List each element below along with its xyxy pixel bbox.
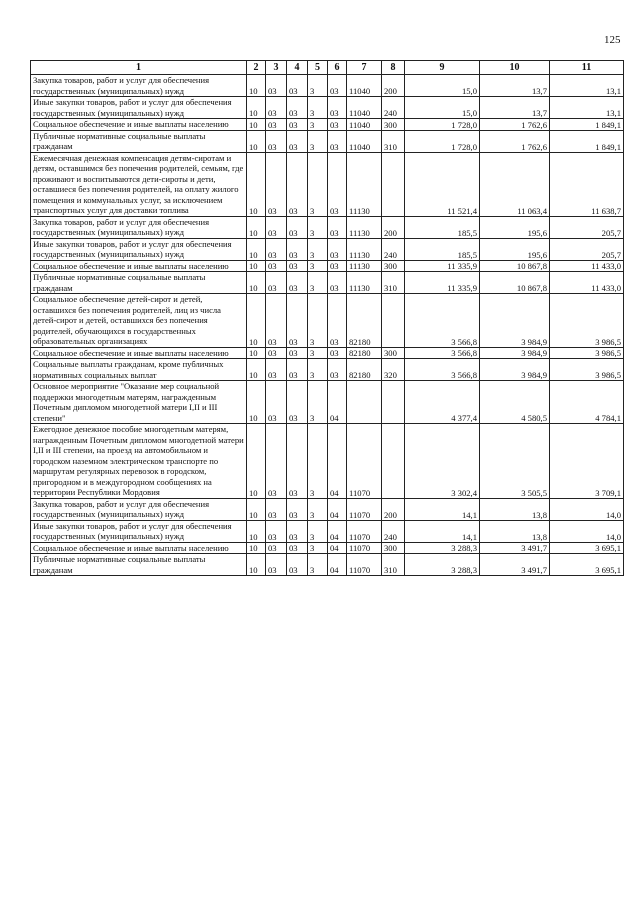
table-body bbox=[31, 75, 624, 576]
code-subsection: 03 bbox=[266, 152, 287, 216]
code-program: 03 bbox=[287, 238, 308, 260]
table-row bbox=[31, 347, 624, 359]
amount-col-9: 1 728,0 bbox=[405, 119, 480, 131]
table-row bbox=[31, 130, 624, 152]
amount-col-9: 3 566,8 bbox=[405, 347, 480, 359]
amount-col-11: 3 986,5 bbox=[550, 347, 624, 359]
column-header: 3 bbox=[266, 61, 287, 75]
code-program: 03 bbox=[287, 554, 308, 576]
code-section: 10 bbox=[247, 381, 266, 424]
code-subprogram: 3 bbox=[308, 119, 328, 131]
code-subprogram: 3 bbox=[308, 542, 328, 554]
code-subsection: 03 bbox=[266, 130, 287, 152]
amount-col-9: 3 566,8 bbox=[405, 294, 480, 348]
code-direction: 11070 bbox=[347, 520, 382, 542]
code-program: 03 bbox=[287, 97, 308, 119]
code-program: 03 bbox=[287, 130, 308, 152]
code-direction: 11040 bbox=[347, 130, 382, 152]
amount-col-9: 185,5 bbox=[405, 216, 480, 238]
code-section: 10 bbox=[247, 554, 266, 576]
code-program: 03 bbox=[287, 381, 308, 424]
amount-col-11: 3 986,5 bbox=[550, 294, 624, 348]
code-direction: 11040 bbox=[347, 75, 382, 97]
column-header: 6 bbox=[328, 61, 347, 75]
code-subsection: 03 bbox=[266, 75, 287, 97]
code-subsection: 03 bbox=[266, 216, 287, 238]
amount-col-11: 1 849,1 bbox=[550, 130, 624, 152]
code-event: 03 bbox=[328, 119, 347, 131]
code-event: 04 bbox=[328, 424, 347, 499]
code-direction: 11130 bbox=[347, 152, 382, 216]
row-description: Публичные нормативные социальные выплаты гражданам bbox=[31, 272, 247, 294]
code-subsection: 03 bbox=[266, 498, 287, 520]
amount-col-11: 11 433,0 bbox=[550, 272, 624, 294]
code-section: 10 bbox=[247, 152, 266, 216]
amount-col-10: 3 984,9 bbox=[480, 294, 550, 348]
row-description: Публичные нормативные социальные выплаты гражданам bbox=[31, 554, 247, 576]
code-subsection: 03 bbox=[266, 424, 287, 499]
table-row bbox=[31, 554, 624, 576]
code-program: 03 bbox=[287, 75, 308, 97]
code-section: 10 bbox=[247, 359, 266, 381]
table-row bbox=[31, 260, 624, 272]
code-section: 10 bbox=[247, 347, 266, 359]
code-event: 03 bbox=[328, 130, 347, 152]
table-row bbox=[31, 119, 624, 131]
code-subsection: 03 bbox=[266, 260, 287, 272]
amount-col-10: 1 762,6 bbox=[480, 119, 550, 131]
amount-col-11: 11 638,7 bbox=[550, 152, 624, 216]
amount-col-11: 3 695,1 bbox=[550, 542, 624, 554]
amount-col-10: 13,7 bbox=[480, 75, 550, 97]
amount-col-11: 13,1 bbox=[550, 75, 624, 97]
column-header: 8 bbox=[382, 61, 405, 75]
row-description: Социальное обеспечение и иные выплаты населению bbox=[31, 260, 247, 272]
code-expense-type: 300 bbox=[382, 260, 405, 272]
code-event: 04 bbox=[328, 381, 347, 424]
table-row bbox=[31, 294, 624, 348]
code-subsection: 03 bbox=[266, 347, 287, 359]
code-section: 10 bbox=[247, 272, 266, 294]
row-description: Социальные выплаты гражданам, кроме публичных нормативных социальных выплат bbox=[31, 359, 247, 381]
code-expense-type: 240 bbox=[382, 238, 405, 260]
amount-col-10: 195,6 bbox=[480, 238, 550, 260]
code-direction: 11070 bbox=[347, 542, 382, 554]
amount-col-10: 3 491,7 bbox=[480, 542, 550, 554]
code-subsection: 03 bbox=[266, 97, 287, 119]
column-header: 5 bbox=[308, 61, 328, 75]
code-section: 10 bbox=[247, 119, 266, 131]
code-section: 10 bbox=[247, 238, 266, 260]
code-program: 03 bbox=[287, 520, 308, 542]
code-subprogram: 3 bbox=[308, 75, 328, 97]
code-event: 03 bbox=[328, 238, 347, 260]
amount-col-10: 10 867,8 bbox=[480, 260, 550, 272]
amount-col-10: 3 505,5 bbox=[480, 424, 550, 499]
row-description: Закупка товаров, работ и услуг для обеспечения государственных (муниципальных) нужд bbox=[31, 498, 247, 520]
code-subsection: 03 bbox=[266, 359, 287, 381]
code-expense-type: 300 bbox=[382, 119, 405, 131]
code-program: 03 bbox=[287, 359, 308, 381]
code-expense-type: 200 bbox=[382, 216, 405, 238]
code-section: 10 bbox=[247, 498, 266, 520]
amount-col-9: 185,5 bbox=[405, 238, 480, 260]
amount-col-10: 3 984,9 bbox=[480, 347, 550, 359]
code-subsection: 03 bbox=[266, 520, 287, 542]
row-description: Закупка товаров, работ и услуг для обеспечения государственных (муниципальных) нужд bbox=[31, 75, 247, 97]
code-event: 03 bbox=[328, 359, 347, 381]
amount-col-11: 11 433,0 bbox=[550, 260, 624, 272]
code-direction bbox=[347, 381, 382, 424]
amount-col-10: 1 762,6 bbox=[480, 130, 550, 152]
table-row bbox=[31, 542, 624, 554]
code-direction: 82180 bbox=[347, 347, 382, 359]
code-event: 03 bbox=[328, 260, 347, 272]
code-direction: 11130 bbox=[347, 216, 382, 238]
row-description: Социальное обеспечение и иные выплаты населению bbox=[31, 542, 247, 554]
code-direction: 11040 bbox=[347, 119, 382, 131]
code-expense-type: 200 bbox=[382, 75, 405, 97]
table-row bbox=[31, 359, 624, 381]
amount-col-11: 1 849,1 bbox=[550, 119, 624, 131]
column-header: 10 bbox=[480, 61, 550, 75]
code-subprogram: 3 bbox=[308, 359, 328, 381]
table-row bbox=[31, 238, 624, 260]
code-direction: 11070 bbox=[347, 424, 382, 499]
table-header-row bbox=[31, 61, 624, 75]
code-program: 03 bbox=[287, 294, 308, 348]
code-section: 10 bbox=[247, 260, 266, 272]
code-expense-type: 320 bbox=[382, 359, 405, 381]
budget-table bbox=[30, 60, 624, 576]
code-direction: 11070 bbox=[347, 554, 382, 576]
table-row bbox=[31, 216, 624, 238]
table-row bbox=[31, 381, 624, 424]
code-section: 10 bbox=[247, 216, 266, 238]
code-section: 10 bbox=[247, 130, 266, 152]
code-program: 03 bbox=[287, 542, 308, 554]
code-expense-type bbox=[382, 152, 405, 216]
table-row bbox=[31, 424, 624, 499]
code-subprogram: 3 bbox=[308, 272, 328, 294]
code-expense-type bbox=[382, 294, 405, 348]
code-expense-type: 310 bbox=[382, 272, 405, 294]
amount-col-11: 205,7 bbox=[550, 216, 624, 238]
amount-col-11: 14,0 bbox=[550, 498, 624, 520]
code-section: 10 bbox=[247, 294, 266, 348]
code-subprogram: 3 bbox=[308, 97, 328, 119]
code-program: 03 bbox=[287, 424, 308, 499]
amount-col-9: 14,1 bbox=[405, 520, 480, 542]
code-program: 03 bbox=[287, 347, 308, 359]
code-section: 10 bbox=[247, 542, 266, 554]
table-row bbox=[31, 152, 624, 216]
code-program: 03 bbox=[287, 260, 308, 272]
code-program: 03 bbox=[287, 152, 308, 216]
code-direction: 11070 bbox=[347, 498, 382, 520]
code-subprogram: 3 bbox=[308, 238, 328, 260]
code-section: 10 bbox=[247, 424, 266, 499]
amount-col-9: 3 288,3 bbox=[405, 542, 480, 554]
code-program: 03 bbox=[287, 216, 308, 238]
code-expense-type bbox=[382, 381, 405, 424]
amount-col-9: 3 288,3 bbox=[405, 554, 480, 576]
column-header: 2 bbox=[247, 61, 266, 75]
row-description: Иные закупки товаров, работ и услуг для обеспечения государственных (муниципальных) нужд bbox=[31, 520, 247, 542]
amount-col-10: 3 491,7 bbox=[480, 554, 550, 576]
code-event: 03 bbox=[328, 216, 347, 238]
column-header: 1 bbox=[31, 61, 247, 75]
amount-col-11: 4 784,1 bbox=[550, 381, 624, 424]
table-row bbox=[31, 498, 624, 520]
code-subsection: 03 bbox=[266, 119, 287, 131]
amount-col-11: 13,1 bbox=[550, 97, 624, 119]
code-direction: 82180 bbox=[347, 294, 382, 348]
table-row bbox=[31, 97, 624, 119]
amount-col-10: 13,7 bbox=[480, 97, 550, 119]
amount-col-10: 13,8 bbox=[480, 498, 550, 520]
code-program: 03 bbox=[287, 119, 308, 131]
code-event: 04 bbox=[328, 554, 347, 576]
row-description: Социальное обеспечение и иные выплаты населению bbox=[31, 347, 247, 359]
code-subsection: 03 bbox=[266, 542, 287, 554]
code-program: 03 bbox=[287, 498, 308, 520]
amount-col-11: 3 695,1 bbox=[550, 554, 624, 576]
amount-col-9: 11 335,9 bbox=[405, 260, 480, 272]
table-row bbox=[31, 272, 624, 294]
amount-col-9: 15,0 bbox=[405, 97, 480, 119]
amount-col-9: 3 302,4 bbox=[405, 424, 480, 499]
amount-col-11: 205,7 bbox=[550, 238, 624, 260]
amount-col-11: 3 986,5 bbox=[550, 359, 624, 381]
table-row bbox=[31, 520, 624, 542]
amount-col-9: 14,1 bbox=[405, 498, 480, 520]
amount-col-9: 11 521,4 bbox=[405, 152, 480, 216]
code-direction: 11040 bbox=[347, 97, 382, 119]
code-expense-type: 310 bbox=[382, 554, 405, 576]
code-expense-type: 300 bbox=[382, 542, 405, 554]
code-subprogram: 3 bbox=[308, 520, 328, 542]
amount-col-10: 3 984,9 bbox=[480, 359, 550, 381]
code-direction: 11130 bbox=[347, 260, 382, 272]
column-header: 11 bbox=[550, 61, 624, 75]
row-description: Иные закупки товаров, работ и услуг для обеспечения государственных (муниципальных) нужд bbox=[31, 238, 247, 260]
code-expense-type bbox=[382, 424, 405, 499]
code-direction: 11130 bbox=[347, 272, 382, 294]
code-subprogram: 3 bbox=[308, 216, 328, 238]
code-event: 03 bbox=[328, 75, 347, 97]
amount-col-10: 13,8 bbox=[480, 520, 550, 542]
code-subprogram: 3 bbox=[308, 424, 328, 499]
column-header: 4 bbox=[287, 61, 308, 75]
amount-col-10: 10 867,8 bbox=[480, 272, 550, 294]
code-subprogram: 3 bbox=[308, 381, 328, 424]
code-subsection: 03 bbox=[266, 272, 287, 294]
amount-col-9: 3 566,8 bbox=[405, 359, 480, 381]
code-event: 04 bbox=[328, 542, 347, 554]
code-event: 03 bbox=[328, 294, 347, 348]
code-subprogram: 3 bbox=[308, 130, 328, 152]
code-subprogram: 3 bbox=[308, 347, 328, 359]
row-description: Закупка товаров, работ и услуг для обеспечения государственных (муниципальных) нужд bbox=[31, 216, 247, 238]
code-section: 10 bbox=[247, 97, 266, 119]
code-event: 03 bbox=[328, 97, 347, 119]
amount-col-9: 4 377,4 bbox=[405, 381, 480, 424]
code-expense-type: 310 bbox=[382, 130, 405, 152]
row-description: Иные закупки товаров, работ и услуг для обеспечения государственных (муниципальных) нужд bbox=[31, 97, 247, 119]
amount-col-10: 4 580,5 bbox=[480, 381, 550, 424]
amount-col-10: 11 063,4 bbox=[480, 152, 550, 216]
code-subsection: 03 bbox=[266, 554, 287, 576]
row-description: Ежемесячная денежная компенсация детям-сиротам и детям, оставшимся без попечения родителей, семьям, где проживают и воспитываются дети-сироты и дети, оставшиеся без попечения родителей, на оплату жилого помещения и коммунальных услуг, за исключением транспортных услуг для доставки топлива bbox=[31, 152, 247, 216]
row-description: Ежегодное денежное пособие многодетным матерям, награжденным Почетным дипломом многодетной матери I,II и III степени, на проезд на автомобильном и городском наземном электрическом транспорте по маршрутам регулярных перевозок в городском, пригородном и в междугородном сообщениях на территории Республики Мордовия bbox=[31, 424, 247, 499]
code-expense-type: 240 bbox=[382, 97, 405, 119]
code-expense-type: 300 bbox=[382, 347, 405, 359]
code-event: 03 bbox=[328, 347, 347, 359]
amount-col-9: 11 335,9 bbox=[405, 272, 480, 294]
amount-col-11: 14,0 bbox=[550, 520, 624, 542]
code-event: 04 bbox=[328, 520, 347, 542]
row-description: Социальное обеспечение и иные выплаты населению bbox=[31, 119, 247, 131]
row-description: Основное мероприятие "Оказание мер социальной поддержки многодетным матерям, награжденным Почетным дипломом многодетной матери I,II и III степени" bbox=[31, 381, 247, 424]
code-subprogram: 3 bbox=[308, 152, 328, 216]
row-description: Социальное обеспечение детей-сирот и детей, оставшихся без попечения родителей, лиц из числа детей-сирот и детей, оставшихся без попечения родителей, обучающихся в государственных образовательных организациях bbox=[31, 294, 247, 348]
code-subsection: 03 bbox=[266, 294, 287, 348]
code-subsection: 03 bbox=[266, 381, 287, 424]
code-subprogram: 3 bbox=[308, 294, 328, 348]
code-event: 03 bbox=[328, 272, 347, 294]
row-description: Публичные нормативные социальные выплаты гражданам bbox=[31, 130, 247, 152]
code-event: 04 bbox=[328, 498, 347, 520]
code-subsection: 03 bbox=[266, 238, 287, 260]
code-subprogram: 3 bbox=[308, 260, 328, 272]
page-number: 125 bbox=[604, 34, 621, 46]
code-section: 10 bbox=[247, 520, 266, 542]
amount-col-9: 15,0 bbox=[405, 75, 480, 97]
code-event: 03 bbox=[328, 152, 347, 216]
code-expense-type: 200 bbox=[382, 498, 405, 520]
code-subprogram: 3 bbox=[308, 498, 328, 520]
column-header: 9 bbox=[405, 61, 480, 75]
code-direction: 11130 bbox=[347, 238, 382, 260]
code-direction: 82180 bbox=[347, 359, 382, 381]
code-section: 10 bbox=[247, 75, 266, 97]
code-program: 03 bbox=[287, 272, 308, 294]
amount-col-11: 3 709,1 bbox=[550, 424, 624, 499]
amount-col-10: 195,6 bbox=[480, 216, 550, 238]
code-expense-type: 240 bbox=[382, 520, 405, 542]
table-row bbox=[31, 75, 624, 97]
column-header: 7 bbox=[347, 61, 382, 75]
amount-col-9: 1 728,0 bbox=[405, 130, 480, 152]
code-subprogram: 3 bbox=[308, 554, 328, 576]
